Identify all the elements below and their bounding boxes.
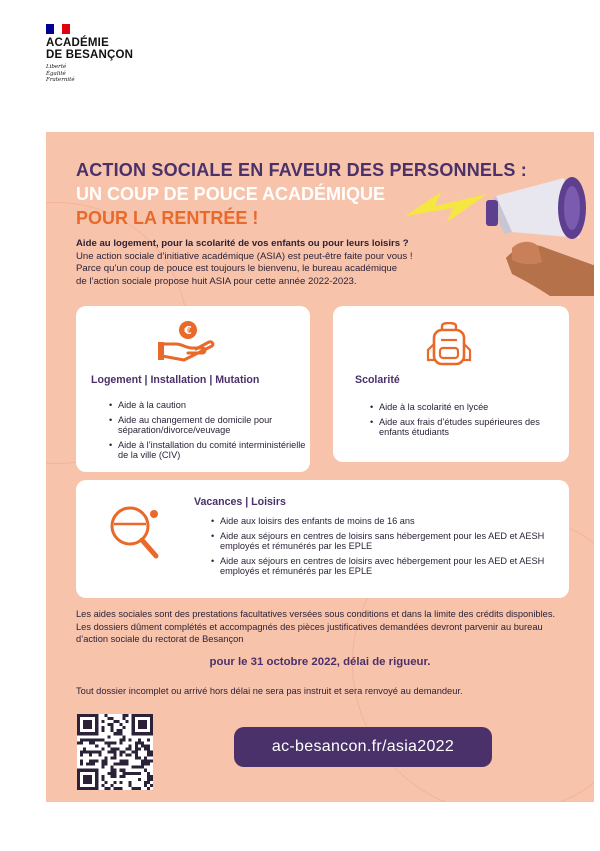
list-item: • Aide à la scolarité en lycée <box>379 402 571 413</box>
title-line3: POUR LA RENTRÉE ! <box>76 208 259 228</box>
deadline-text: pour le 31 octobre 2022, délai de rigueur. <box>209 656 431 668</box>
asia-url-link[interactable]: ac-besancon.fr/asia2022 <box>234 727 492 767</box>
card-logement-list <box>106 400 314 465</box>
hand-coin-icon <box>156 318 218 364</box>
warning-text: Tout dossier incomplet ou arrivé hors délai ne sera pas instruit et sera renvoyé au demandeur. <box>76 686 463 696</box>
card-scolarite-title: Scolarité <box>355 374 400 386</box>
conditions-text: Les aides sociales sont des prestations facultatives versées sous conditions et dans la limite des crédits disponibles. Les dossiers dûment complétés et accompagnés des pièces justificatives demandées devront parvenir au bureau d’action sociale du rectorat de Besançon <box>76 609 556 645</box>
org-name-line1: ACADÉMIE <box>46 37 109 49</box>
card-logement <box>76 306 310 472</box>
ping-pong-icon <box>106 502 164 566</box>
backpack-icon <box>425 322 473 366</box>
flyer-panel <box>46 132 594 802</box>
list-item: • Aide à l’installation du comité interministérielle de la ville (CIV) <box>118 440 314 461</box>
card-logement-title: Logement | Installation | Mutation <box>91 374 260 386</box>
list-item: • Aide aux frais d’études supérieures des enfants étudiants <box>379 417 571 438</box>
svg-text:€: € <box>184 324 192 337</box>
list-item: • Aide aux séjours en centres de loisirs sans hébergement pour les AED et AESH employés et rémunérés par les EPLE <box>220 531 565 552</box>
intro-text: Aide au logement, pour la scolarité de vos enfants ou pour leurs loisirs ? Une action sociale d’initiative académique (ASIA) est peut-être faite pour vous ! Parce qu’un coup de pouce est toujours le bienvenu, le bureau académique de l’action sociale propose huit ASIA pour cette année 2022-2023. <box>76 238 413 287</box>
list-item: • Aide aux séjours en centres de loisirs avec hébergement pour les AED et AESH employés et rémunérés par les EPLE <box>220 556 565 577</box>
qr-code-icon[interactable] <box>77 714 153 790</box>
academie-header <box>46 24 133 84</box>
card-vacances-list <box>208 516 565 581</box>
card-vacances-title: Vacances | Loisirs <box>194 496 286 508</box>
megaphone-icon <box>446 176 594 296</box>
list-item: • Aide à la caution <box>118 400 314 411</box>
list-item: • Aide au changement de domicile pour séparation/divorce/veuvage <box>118 415 314 436</box>
title-line2: UN COUP DE POUCE ACADÉMIQUE <box>76 184 386 204</box>
card-vacances <box>76 480 569 598</box>
card-scolarite-list <box>367 402 571 442</box>
republic-flag-icon <box>46 24 70 34</box>
org-name-line2: DE BESANÇON <box>46 49 134 61</box>
card-scolarite <box>333 306 569 462</box>
list-item: • Aide aux loisirs des enfants de moins de 16 ans <box>220 516 565 527</box>
title-line1: ACTION SOCIALE EN FAVEUR DES PERSONNELS : <box>76 160 527 180</box>
motto: Liberté Égalité Fraternité <box>46 64 75 83</box>
